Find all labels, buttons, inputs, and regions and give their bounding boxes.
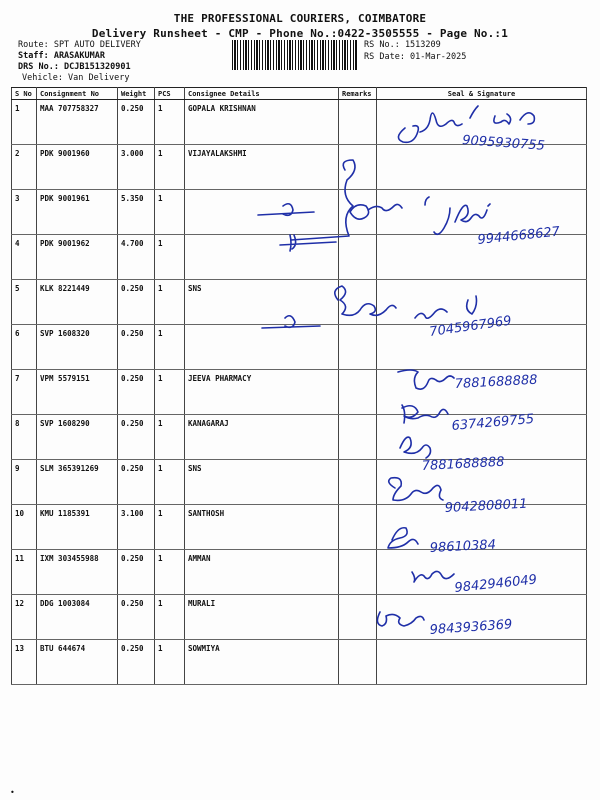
consignee-cell: JEEVA PHARMACY: [185, 370, 339, 415]
weight-cell: 0.250: [118, 640, 155, 685]
signature-cell: [377, 280, 587, 325]
signature-cell: [377, 235, 587, 280]
consignee-cell: SNS: [185, 460, 339, 505]
consignee-cell: SOWMIYA: [185, 640, 339, 685]
weight-cell: 0.250: [118, 460, 155, 505]
signature-phone-note: 6374269755: [451, 411, 535, 434]
sno-cell: 1: [12, 100, 37, 145]
pcs-cell: 1: [155, 550, 185, 595]
signature-phone-note: 7881688888: [454, 372, 538, 392]
col-consignment: Consignment No: [37, 88, 118, 100]
signature-phone-note: 9843936369: [429, 617, 513, 638]
signature-phone-note: 9095930755: [461, 133, 546, 154]
table-row: [12, 415, 587, 460]
sno-cell: 13: [12, 640, 37, 685]
pcs-cell: 1: [155, 640, 185, 685]
table-row: [12, 460, 587, 505]
table-row: [12, 505, 587, 550]
pcs-cell: 1: [155, 460, 185, 505]
signature-cell: [377, 415, 587, 460]
consignment-cell: MAA 707758327: [37, 100, 118, 145]
consignment-cell: BTU 644674: [37, 640, 118, 685]
table-row: [12, 145, 587, 190]
consignee-cell: VIJAYALAKSHMI: [185, 145, 339, 190]
consignee-cell: SNS: [185, 280, 339, 325]
remarks-cell: [339, 415, 377, 460]
scan-dot: •: [10, 788, 15, 797]
consignment-table: [11, 87, 587, 685]
weight-cell: 0.250: [118, 415, 155, 460]
table-row: [12, 370, 587, 415]
col-signature: Seal & Signature: [377, 88, 587, 100]
signature-phone-note: 9842946049: [453, 572, 538, 596]
weight-cell: 0.250: [118, 100, 155, 145]
consignee-cell: [185, 190, 339, 235]
consignment-cell: KLK 8221449: [37, 280, 118, 325]
weight-cell: 0.250: [118, 370, 155, 415]
sno-cell: 6: [12, 325, 37, 370]
signature-cell: [377, 640, 587, 685]
sno-cell: 2: [12, 145, 37, 190]
sno-cell: 5: [12, 280, 37, 325]
table-row: [12, 280, 587, 325]
col-remarks: Remarks: [339, 88, 377, 100]
pcs-cell: 1: [155, 325, 185, 370]
pcs-cell: 1: [155, 235, 185, 280]
remarks-cell: [339, 640, 377, 685]
remarks-cell: [339, 100, 377, 145]
remarks-cell: [339, 190, 377, 235]
consignee-cell: KANAGARAJ: [185, 415, 339, 460]
remarks-cell: [339, 550, 377, 595]
weight-cell: 0.250: [118, 325, 155, 370]
sno-cell: 7: [12, 370, 37, 415]
pcs-cell: 1: [155, 190, 185, 235]
sno-cell: 11: [12, 550, 37, 595]
sno-cell: 9: [12, 460, 37, 505]
weight-cell: 0.250: [118, 595, 155, 640]
pcs-cell: 1: [155, 370, 185, 415]
table-row: [12, 550, 587, 595]
signature-phone-note: 7881688888: [421, 454, 505, 474]
consignee-cell: [185, 325, 339, 370]
pcs-cell: 1: [155, 505, 185, 550]
remarks-cell: [339, 460, 377, 505]
consignee-cell: SANTHOSH: [185, 505, 339, 550]
sno-cell: 4: [12, 235, 37, 280]
consignment-cell: DDG 1003084: [37, 595, 118, 640]
consignment-cell: SLM 365391269: [37, 460, 118, 505]
consignee-cell: GOPALA KRISHNAN: [185, 100, 339, 145]
weight-cell: 0.250: [118, 550, 155, 595]
remarks-cell: [339, 505, 377, 550]
signature-cell: [377, 100, 587, 145]
rs-date: RS Date: 01-Mar-2025: [364, 52, 467, 62]
remarks-cell: [339, 235, 377, 280]
pcs-cell: 1: [155, 145, 185, 190]
company-title: THE PROFESSIONAL COURIERS, COIMBATORE: [173, 12, 427, 25]
vehicle-label: Vehicle: Van Delivery: [22, 73, 130, 83]
barcode-graphic: [232, 40, 358, 70]
signature-cell: [377, 145, 587, 190]
consignment-cell: PDK 9001961: [37, 190, 118, 235]
pcs-cell: 1: [155, 100, 185, 145]
signature-phone-note: 9944668627: [476, 224, 561, 248]
route-label: Route: SPT AUTO DELIVERY: [18, 40, 141, 50]
consignment-cell: VPM 5579151: [37, 370, 118, 415]
consignee-cell: [185, 235, 339, 280]
table-row: [12, 100, 587, 145]
signature-phone-note: 9042808011: [444, 496, 528, 516]
sno-cell: 12: [12, 595, 37, 640]
table-row: [12, 235, 587, 280]
consignment-cell: PDK 9001960: [37, 145, 118, 190]
staff-label: Staff: ARASAKUMAR: [18, 51, 105, 61]
consignee-cell: AMMAN: [185, 550, 339, 595]
remarks-cell: [339, 280, 377, 325]
table-row: [12, 325, 587, 370]
signature-cell: [377, 505, 587, 550]
signature-cell: [377, 595, 587, 640]
signature-cell: [377, 460, 587, 505]
consignment-cell: SVP 1608320: [37, 325, 118, 370]
weight-cell: 3.100: [118, 505, 155, 550]
remarks-cell: [339, 145, 377, 190]
weight-cell: 5.350: [118, 190, 155, 235]
table-row: [12, 595, 587, 640]
col-consignee: Consignee Details: [185, 88, 339, 100]
runsheet-heading: Delivery Runsheet - CMP - Phone No.:0422-3505555 - Page No.:1: [91, 27, 509, 40]
drs-number: DRS No.: DCJB151320901: [18, 62, 131, 72]
col-weight: Weight: [118, 88, 155, 100]
signature-cell: [377, 370, 587, 415]
remarks-cell: [339, 325, 377, 370]
remarks-cell: [339, 370, 377, 415]
weight-cell: 4.700: [118, 235, 155, 280]
table-row: [12, 640, 587, 685]
pcs-cell: 1: [155, 280, 185, 325]
signature-cell: [377, 550, 587, 595]
col-sno: S No: [12, 88, 37, 100]
col-pcs: PCS: [155, 88, 185, 100]
rs-number: RS No.: 1513209: [364, 40, 441, 50]
sno-cell: 10: [12, 505, 37, 550]
consignment-cell: IXM 303455988: [37, 550, 118, 595]
table-row: [12, 190, 587, 235]
signature-phone-note: 7045967969: [428, 313, 513, 340]
consignee-cell: MURALI: [185, 595, 339, 640]
remarks-cell: [339, 595, 377, 640]
sno-cell: 8: [12, 415, 37, 460]
table-header-row: [12, 88, 587, 100]
signature-phone-note: 98610384: [429, 537, 497, 556]
weight-cell: 3.000: [118, 145, 155, 190]
sno-cell: 3: [12, 190, 37, 235]
weight-cell: 0.250: [118, 280, 155, 325]
consignment-cell: SVP 1608290: [37, 415, 118, 460]
consignment-cell: PDK 9001962: [37, 235, 118, 280]
signature-cell: [377, 190, 587, 235]
pcs-cell: 1: [155, 595, 185, 640]
consignment-cell: KMU 1185391: [37, 505, 118, 550]
signature-cell: [377, 325, 587, 370]
pcs-cell: 1: [155, 415, 185, 460]
